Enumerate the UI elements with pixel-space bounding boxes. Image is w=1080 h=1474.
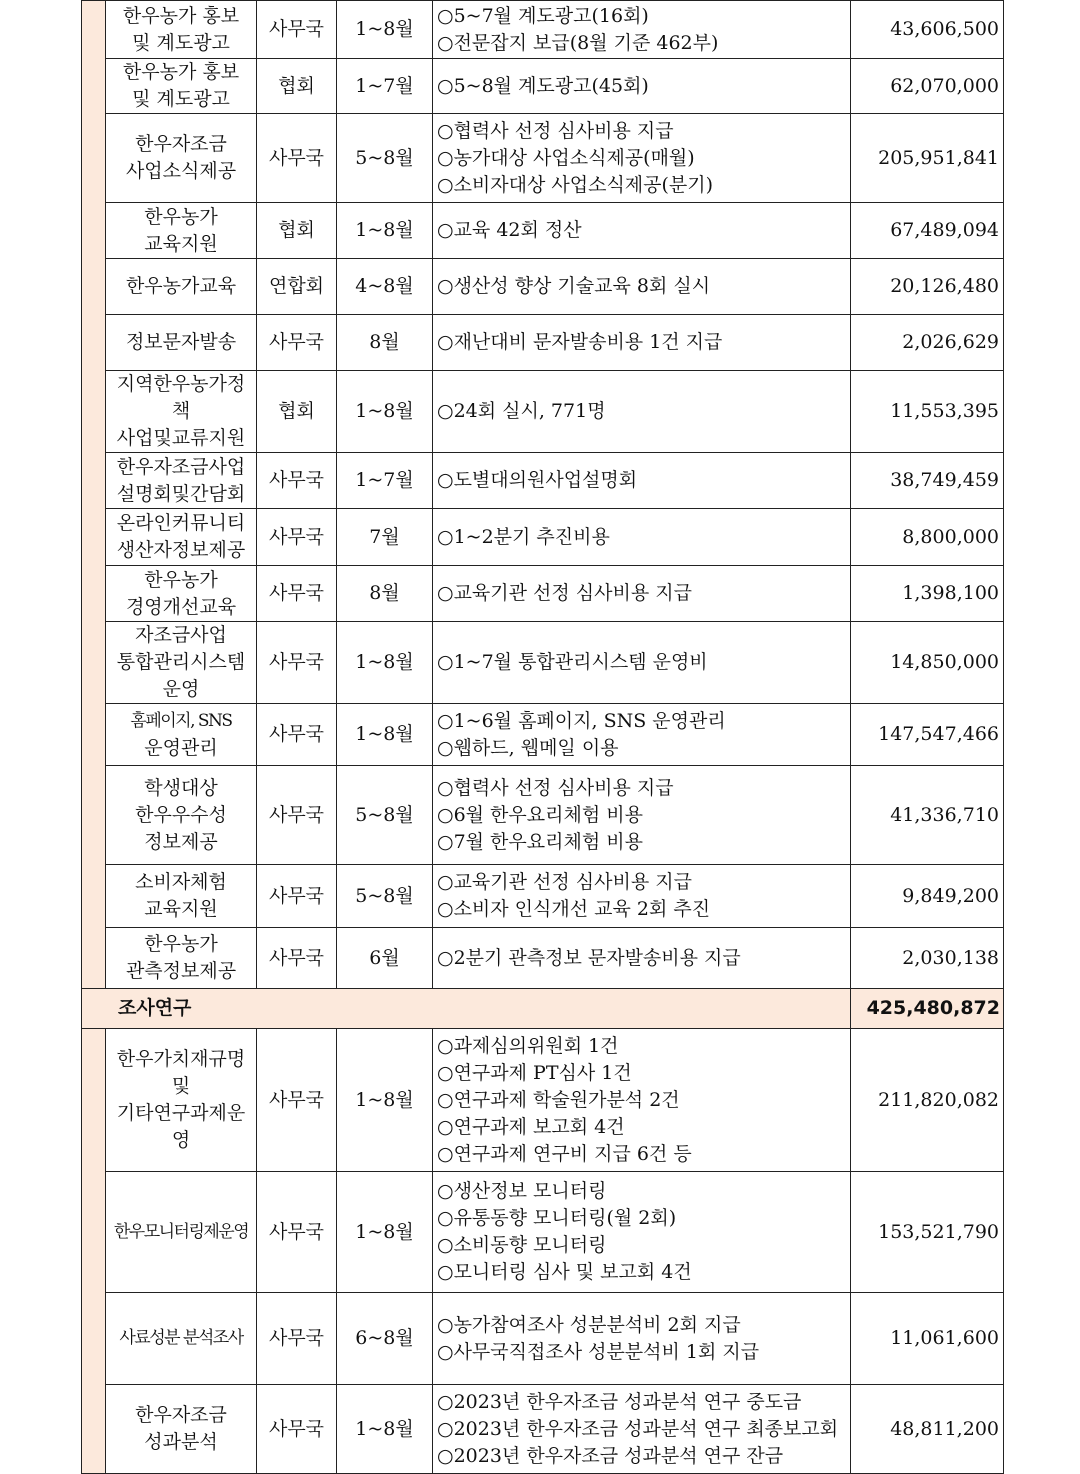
item-name: [106, 766, 257, 865]
item-period: 1~8월: [337, 622, 433, 704]
detail-line: ○농가참여조사 성분분석비 2회 지급: [437, 1313, 741, 1336]
item-period: 6~8월: [337, 1293, 433, 1385]
table-row: [82, 453, 1004, 509]
item-name-line: 기타연구과제운영: [116, 1102, 246, 1151]
item-name-line: 사료성분 분석조사: [119, 1328, 243, 1348]
item-period: 8월: [337, 315, 433, 371]
item-name: [106, 453, 257, 509]
item-name: [106, 1, 257, 59]
item-organization: 협회: [257, 203, 337, 259]
item-name: [106, 114, 257, 203]
section-row-research: [82, 989, 1004, 1029]
item-name-line: 생산자정보제공: [116, 539, 246, 561]
item-name: [106, 509, 257, 566]
item-name: [106, 865, 257, 928]
item-details: [433, 1293, 851, 1385]
detail-line: ○협력사 선정 심사비용 지급: [437, 119, 674, 142]
item-period: 1~7월: [337, 453, 433, 509]
table-row: [82, 1172, 1004, 1293]
item-organization: 사무국: [257, 1385, 337, 1474]
item-name-line: 학생대상: [144, 776, 218, 799]
item-organization: 사무국: [257, 1029, 337, 1172]
item-name: [106, 371, 257, 453]
item-details: [433, 1385, 851, 1474]
item-name-line: 정보제공: [144, 830, 218, 853]
item-name-line: 한우농가: [144, 568, 218, 591]
item-amount: 8,800,000: [851, 509, 1004, 566]
item-name-line: 온라인커뮤니티: [116, 512, 246, 534]
table-row: [82, 59, 1004, 114]
item-name: [106, 928, 257, 989]
detail-line: ○2023년 한우자조금 성과분석 연구 최종보고회: [437, 1417, 839, 1440]
item-amount: 9,849,200: [851, 865, 1004, 928]
item-organization: 사무국: [257, 766, 337, 865]
item-organization: 사무국: [257, 509, 337, 566]
item-period: 5~8월: [337, 114, 433, 203]
item-amount: 14,850,000: [851, 622, 1004, 704]
category-stub: [82, 1029, 106, 1474]
item-name-line: 한우우수성: [135, 803, 227, 826]
table-row: [82, 315, 1004, 371]
table-row: [82, 203, 1004, 259]
item-organization: 사무국: [257, 566, 337, 622]
item-amount: 2,030,138: [851, 928, 1004, 989]
detail-line: ○2023년 한우자조금 성과분석 연구 중도금: [437, 1390, 802, 1413]
item-organization: 사무국: [257, 453, 337, 509]
detail-line: ○2분기 관측정보 문자발송비용 지급: [437, 946, 741, 969]
item-name-line: 및 계도광고: [132, 31, 230, 54]
item-details: [433, 203, 851, 259]
table-row: [82, 622, 1004, 704]
detail-line: ○1~7월 통합관리시스템 운영비: [437, 651, 708, 673]
item-name-line: 사업및교류지원: [116, 427, 246, 449]
detail-line: ○7월 한우요리체험 비용: [437, 830, 643, 853]
item-name-line: 한우농가: [144, 933, 218, 955]
item-period: 1~7월: [337, 59, 433, 114]
item-name: [106, 1293, 257, 1385]
table-row: [82, 928, 1004, 989]
item-name-line: 소비자체험: [135, 871, 227, 893]
detail-line: ○1~6월 홈페이지, SNS 운영관리: [437, 709, 726, 732]
detail-line: ○모니터링 심사 및 보고회 4건: [437, 1261, 692, 1283]
item-period: 1~8월: [337, 1172, 433, 1293]
item-name-line: 사업소식제공: [125, 160, 237, 182]
item-name-line: 정보문자발송: [125, 331, 237, 353]
table-row: [82, 766, 1004, 865]
item-name-line: 한우자조금: [135, 133, 227, 155]
item-name-line: 및 계도광고: [132, 88, 230, 110]
item-period: 5~8월: [337, 766, 433, 865]
item-amount: 62,070,000: [851, 59, 1004, 114]
detail-line: ○연구과제 학술원가분석 2건: [437, 1088, 680, 1111]
item-organization: 사무국: [257, 1293, 337, 1385]
item-organization: 사무국: [257, 114, 337, 203]
detail-line: ○소비자 인식개선 교육 2회 추진: [437, 898, 711, 920]
item-name-line: 한우자조금사업: [116, 455, 246, 478]
item-period: 1~8월: [337, 1029, 433, 1172]
detail-line: ○연구과제 연구비 지급 6건 등: [437, 1142, 692, 1165]
item-amount: 67,489,094: [851, 203, 1004, 259]
table-body-research: [82, 1029, 1004, 1474]
item-amount: 11,061,600: [851, 1293, 1004, 1385]
detail-line: ○교육기관 선정 심사비용 지급: [437, 582, 692, 604]
table-row: [82, 1029, 1004, 1172]
item-details: [433, 1, 851, 59]
item-name-line: 한우농가교육: [125, 275, 237, 297]
detail-line: ○재난대비 문자발송비용 1건 지급: [437, 331, 723, 353]
item-name-line: 설명회및간담회: [116, 482, 246, 505]
detail-line: ○2023년 한우자조금 성과분석 연구 잔금: [437, 1444, 784, 1467]
section-title: 조사연구: [82, 989, 851, 1029]
table-row: [82, 1385, 1004, 1474]
detail-line: ○연구과제 보고회 4건: [437, 1115, 625, 1138]
table-row: [82, 371, 1004, 453]
item-period: 1~8월: [337, 704, 433, 766]
item-details: [433, 1029, 851, 1172]
item-details: [433, 371, 851, 453]
detail-line: ○1~2분기 추진비용: [437, 525, 610, 548]
item-amount: 11,553,395: [851, 371, 1004, 453]
item-amount: 205,951,841: [851, 114, 1004, 203]
item-name-line: 통합관리시스템: [116, 651, 246, 673]
item-period: 5~8월: [337, 865, 433, 928]
detail-line: ○교육 42회 정산: [437, 219, 582, 241]
item-details: [433, 114, 851, 203]
item-name: [106, 566, 257, 622]
detail-line: ○24회 실시, 771명: [437, 400, 606, 422]
item-organization: 사무국: [257, 928, 337, 989]
item-period: 4~8월: [337, 259, 433, 315]
item-amount: 41,336,710: [851, 766, 1004, 865]
detail-line: ○5~8월 계도광고(45회): [437, 74, 649, 97]
item-details: [433, 259, 851, 315]
table-row: [82, 1293, 1004, 1385]
item-name: [106, 203, 257, 259]
table-row: [82, 114, 1004, 203]
budget-table: [81, 0, 1004, 1474]
section-header: [82, 989, 1004, 1029]
item-amount: 2,026,629: [851, 315, 1004, 371]
item-name-line: 자조금사업: [135, 624, 227, 646]
item-name: [106, 259, 257, 315]
item-period: 8월: [337, 566, 433, 622]
item-organization: 사무국: [257, 704, 337, 766]
item-name: [106, 1172, 257, 1293]
detail-line: ○6월 한우요리체험 비용: [437, 803, 643, 826]
item-name: [106, 59, 257, 114]
item-amount: 43,606,500: [851, 1, 1004, 59]
item-details: [433, 865, 851, 928]
item-details: [433, 59, 851, 114]
item-organization: 사무국: [257, 315, 337, 371]
item-period: 1~8월: [337, 203, 433, 259]
item-organization: 사무국: [257, 1, 337, 59]
item-amount: 147,547,466: [851, 704, 1004, 766]
item-period: 1~8월: [337, 1385, 433, 1474]
table-row: [82, 865, 1004, 928]
item-name: [106, 1385, 257, 1474]
detail-line: ○연구과제 PT심사 1건: [437, 1061, 632, 1084]
item-organization: 사무국: [257, 622, 337, 704]
item-period: 1~8월: [337, 1, 433, 59]
item-name-line: 한우가치재규명및: [116, 1048, 246, 1097]
item-organization: 사무국: [257, 865, 337, 928]
item-name-line: 운영관리: [144, 736, 218, 759]
table-row: [82, 566, 1004, 622]
item-details: [433, 453, 851, 509]
item-name-line: 홈페이지, SNS: [130, 710, 232, 731]
item-amount: 211,820,082: [851, 1029, 1004, 1172]
item-period: 6월: [337, 928, 433, 989]
table-row: [82, 509, 1004, 566]
item-amount: 48,811,200: [851, 1385, 1004, 1474]
item-name-line: 한우모니터링제운영: [113, 1221, 249, 1242]
item-organization: 협회: [257, 371, 337, 453]
item-name: [106, 315, 257, 371]
item-name-line: 운영: [162, 678, 200, 700]
detail-line: ○생산정보 모니터링: [437, 1180, 607, 1202]
item-name-line: 성과분석: [144, 1431, 218, 1453]
item-name-line: 관측정보제공: [125, 960, 237, 982]
item-name-line: 한우농가 홍보: [122, 61, 240, 83]
item-details: [433, 622, 851, 704]
category-stub: [82, 1, 106, 989]
detail-line: ○농가대상 사업소식제공(매월): [437, 146, 695, 169]
table-row: [82, 1, 1004, 59]
item-name-line: 한우농가 홍보: [122, 4, 240, 27]
table-row: [82, 259, 1004, 315]
table-row: [82, 704, 1004, 766]
item-details: [433, 704, 851, 766]
item-amount: 1,398,100: [851, 566, 1004, 622]
item-period: 1~8월: [337, 371, 433, 453]
item-organization: 사무국: [257, 1172, 337, 1293]
item-name-line: 한우농가: [144, 205, 218, 228]
item-details: [433, 315, 851, 371]
detail-line: ○교육기관 선정 심사비용 지급: [437, 871, 692, 893]
table-body-promotion: [82, 1, 1004, 989]
detail-line: ○전문잡지 보급(8월 기준 462부): [437, 31, 719, 54]
detail-line: ○생산성 향상 기술교육 8회 실시: [437, 275, 711, 297]
item-details: [433, 509, 851, 566]
detail-line: ○도별대의원사업설명회: [437, 469, 638, 491]
item-name-line: 한우자조금: [135, 1404, 227, 1426]
item-details: [433, 766, 851, 865]
item-name: [106, 1029, 257, 1172]
item-details: [433, 928, 851, 989]
section-total: 425,480,872: [851, 989, 1004, 1029]
item-details: [433, 1172, 851, 1293]
item-details: [433, 566, 851, 622]
item-organization: 연합회: [257, 259, 337, 315]
item-name: [106, 704, 257, 766]
detail-line: ○소비동향 모니터링: [437, 1234, 607, 1256]
detail-line: ○5~7월 계도광고(16회): [437, 4, 649, 27]
detail-line: ○협력사 선정 심사비용 지급: [437, 776, 674, 799]
item-name-line: 지역한우농가정책: [116, 373, 246, 422]
item-period: 7월: [337, 509, 433, 566]
detail-line: ○과제심의위원회 1건: [437, 1034, 619, 1057]
detail-line: ○웹하드, 웹메일 이용: [437, 736, 619, 759]
item-name-line: 교육지원: [144, 898, 218, 920]
item-amount: 153,521,790: [851, 1172, 1004, 1293]
item-name: [106, 622, 257, 704]
detail-line: ○사무국직접조사 성분분석비 1회 지급: [437, 1340, 760, 1363]
item-name-line: 경영개선교육: [125, 595, 237, 618]
detail-line: ○소비자대상 사업소식제공(분기): [437, 173, 714, 196]
detail-line: ○유통동향 모니터링(월 2회): [437, 1207, 677, 1229]
item-name-line: 교육지원: [144, 232, 218, 255]
item-amount: 20,126,480: [851, 259, 1004, 315]
item-amount: 38,749,459: [851, 453, 1004, 509]
item-organization: 협회: [257, 59, 337, 114]
